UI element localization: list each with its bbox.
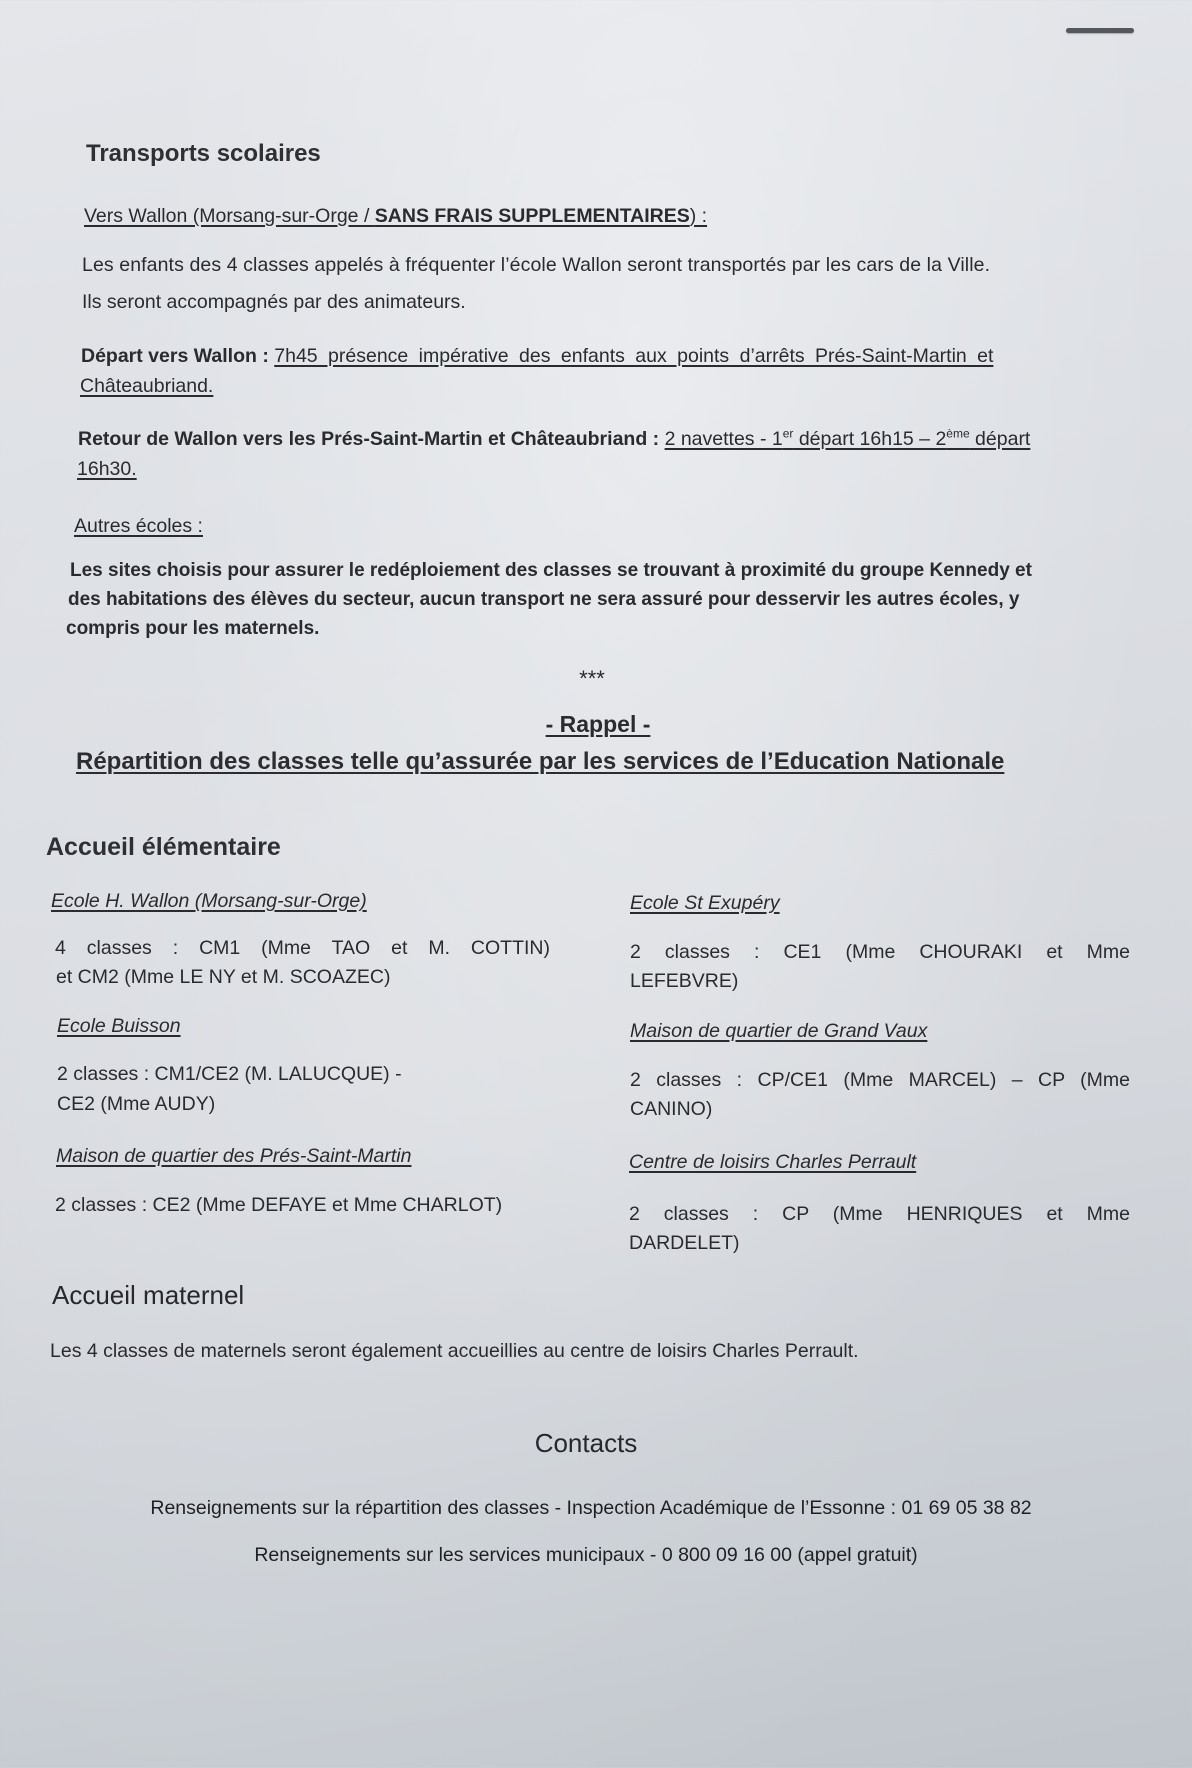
- rappel-heading: Répartition des classes telle qu’assurée par les services de l’Education Nationale: [76, 748, 1005, 775]
- section-title-maternel: Accueil maternel: [52, 1280, 245, 1310]
- autres-line-2: des habitations des élèves du secteur, aucun transport ne sera assuré pour desservir les autres écoles, y: [68, 589, 1020, 610]
- school-line-grand-vaux-2: CANINO): [630, 1098, 713, 1120]
- staple-mark: [1066, 28, 1134, 33]
- maternel-text: Les 4 classes de maternels seront également accueillies au centre de loisirs Charles Perrault.: [50, 1340, 859, 1362]
- contacts-title: Contacts: [534, 1428, 638, 1458]
- contact-line-1: Renseignements sur la répartition des classes - Inspection Académique de l’Essonne : 01 69 05 38 82: [150, 1497, 1032, 1519]
- school-name-st-exupery: Ecole St Exupéry: [630, 892, 780, 914]
- section-title-elementaire: Accueil élémentaire: [46, 833, 281, 861]
- school-line-charles-perrault-2: DARDELET): [629, 1232, 740, 1254]
- rappel-label: - Rappel -: [545, 711, 651, 737]
- wallon-heading-prefix: Vers Wallon (Morsang-sur-Orge /: [84, 205, 375, 227]
- school-name-grand-vaux: Maison de quartier de Grand Vaux: [630, 1020, 928, 1042]
- depart-label: Départ vers Wallon :: [81, 345, 269, 367]
- retour-schedule: [665, 428, 1031, 450]
- school-name-charles-perrault: Centre de loisirs Charles Perrault: [629, 1151, 917, 1173]
- retour-label: Retour de Wallon vers les Prés-Saint-Martin et Châteaubriand :: [78, 428, 660, 450]
- retour-part-1: 2 navettes - 1: [664, 428, 783, 450]
- depart-text-line-2: Châteaubriand.: [80, 375, 214, 397]
- school-name-wallon: Ecole H. Wallon (Morsang-sur-Orge): [51, 890, 367, 912]
- school-line-buisson-1: 2 classes : CM1/CE2 (M. LALUCQUE) -: [57, 1063, 402, 1085]
- depart-paragraph: [81, 342, 1113, 371]
- retour-part-2: départ 16h15 – 2: [793, 428, 947, 450]
- school-line-charles-perrault-1: 2 classes : CP (Mme HENRIQUES et Mme: [629, 1203, 1130, 1225]
- intro-line-1: Les enfants des 4 classes appelés à fréquenter l’école Wallon seront transportés par les cars de la Ville.: [82, 254, 991, 276]
- retour-line-2: 16h30.: [77, 458, 137, 480]
- retour-paragraph: [78, 425, 1030, 454]
- school-name-pres-saint-martin: Maison de quartier des Prés-Saint-Martin: [56, 1145, 412, 1167]
- school-line-wallon-2: et CM2 (Mme LE NY et M. SCOAZEC): [56, 966, 391, 988]
- wallon-heading-bold: SANS FRAIS SUPPLEMENTAIRES: [374, 205, 690, 227]
- autres-line-3: compris pour les maternels.: [66, 618, 320, 639]
- retour-sup-1: er: [782, 426, 794, 441]
- school-line-st-exupery-2: LEFEBVRE): [630, 970, 739, 992]
- contact-line-2: Renseignements sur les services municipaux - 0 800 09 16 00 (appel gratuit): [254, 1544, 918, 1566]
- depart-text-line-1: 7h45 présence impérative des enfants aux points d’arrêts Prés-Saint-Martin et: [274, 345, 994, 367]
- rappel-label-wrap: [0, 711, 1192, 738]
- retour-part-3: départ: [969, 428, 1031, 450]
- section-title-transports: Transports scolaires: [86, 140, 321, 167]
- wallon-heading-suffix: ) :: [689, 205, 708, 227]
- autres-ecoles-heading: Autres écoles :: [74, 515, 203, 537]
- school-line-wallon-1: 4 classes : CM1 (Mme TAO et M. COTTIN): [55, 937, 550, 959]
- autres-line-1: Les sites choisis pour assurer le redéploiement des classes se trouvant à proximité du groupe Kennedy et: [70, 560, 1032, 581]
- intro-line-2: Ils seront accompagnés par des animateurs.: [82, 291, 466, 313]
- separator-asterisks: ***: [579, 666, 605, 691]
- school-name-buisson: Ecole Buisson: [57, 1015, 181, 1037]
- school-line-pres-saint-martin-1: 2 classes : CE2 (Mme DEFAYE et Mme CHARLOT): [55, 1194, 503, 1216]
- school-line-buisson-2: CE2 (Mme AUDY): [57, 1093, 216, 1115]
- school-line-st-exupery-1: 2 classes : CE1 (Mme CHOURAKI et Mme: [630, 941, 1130, 963]
- school-line-grand-vaux-1: 2 classes : CP/CE1 (Mme MARCEL) – CP (Mme: [630, 1069, 1130, 1091]
- wallon-heading: [84, 202, 707, 231]
- retour-sup-2: ème: [946, 426, 970, 441]
